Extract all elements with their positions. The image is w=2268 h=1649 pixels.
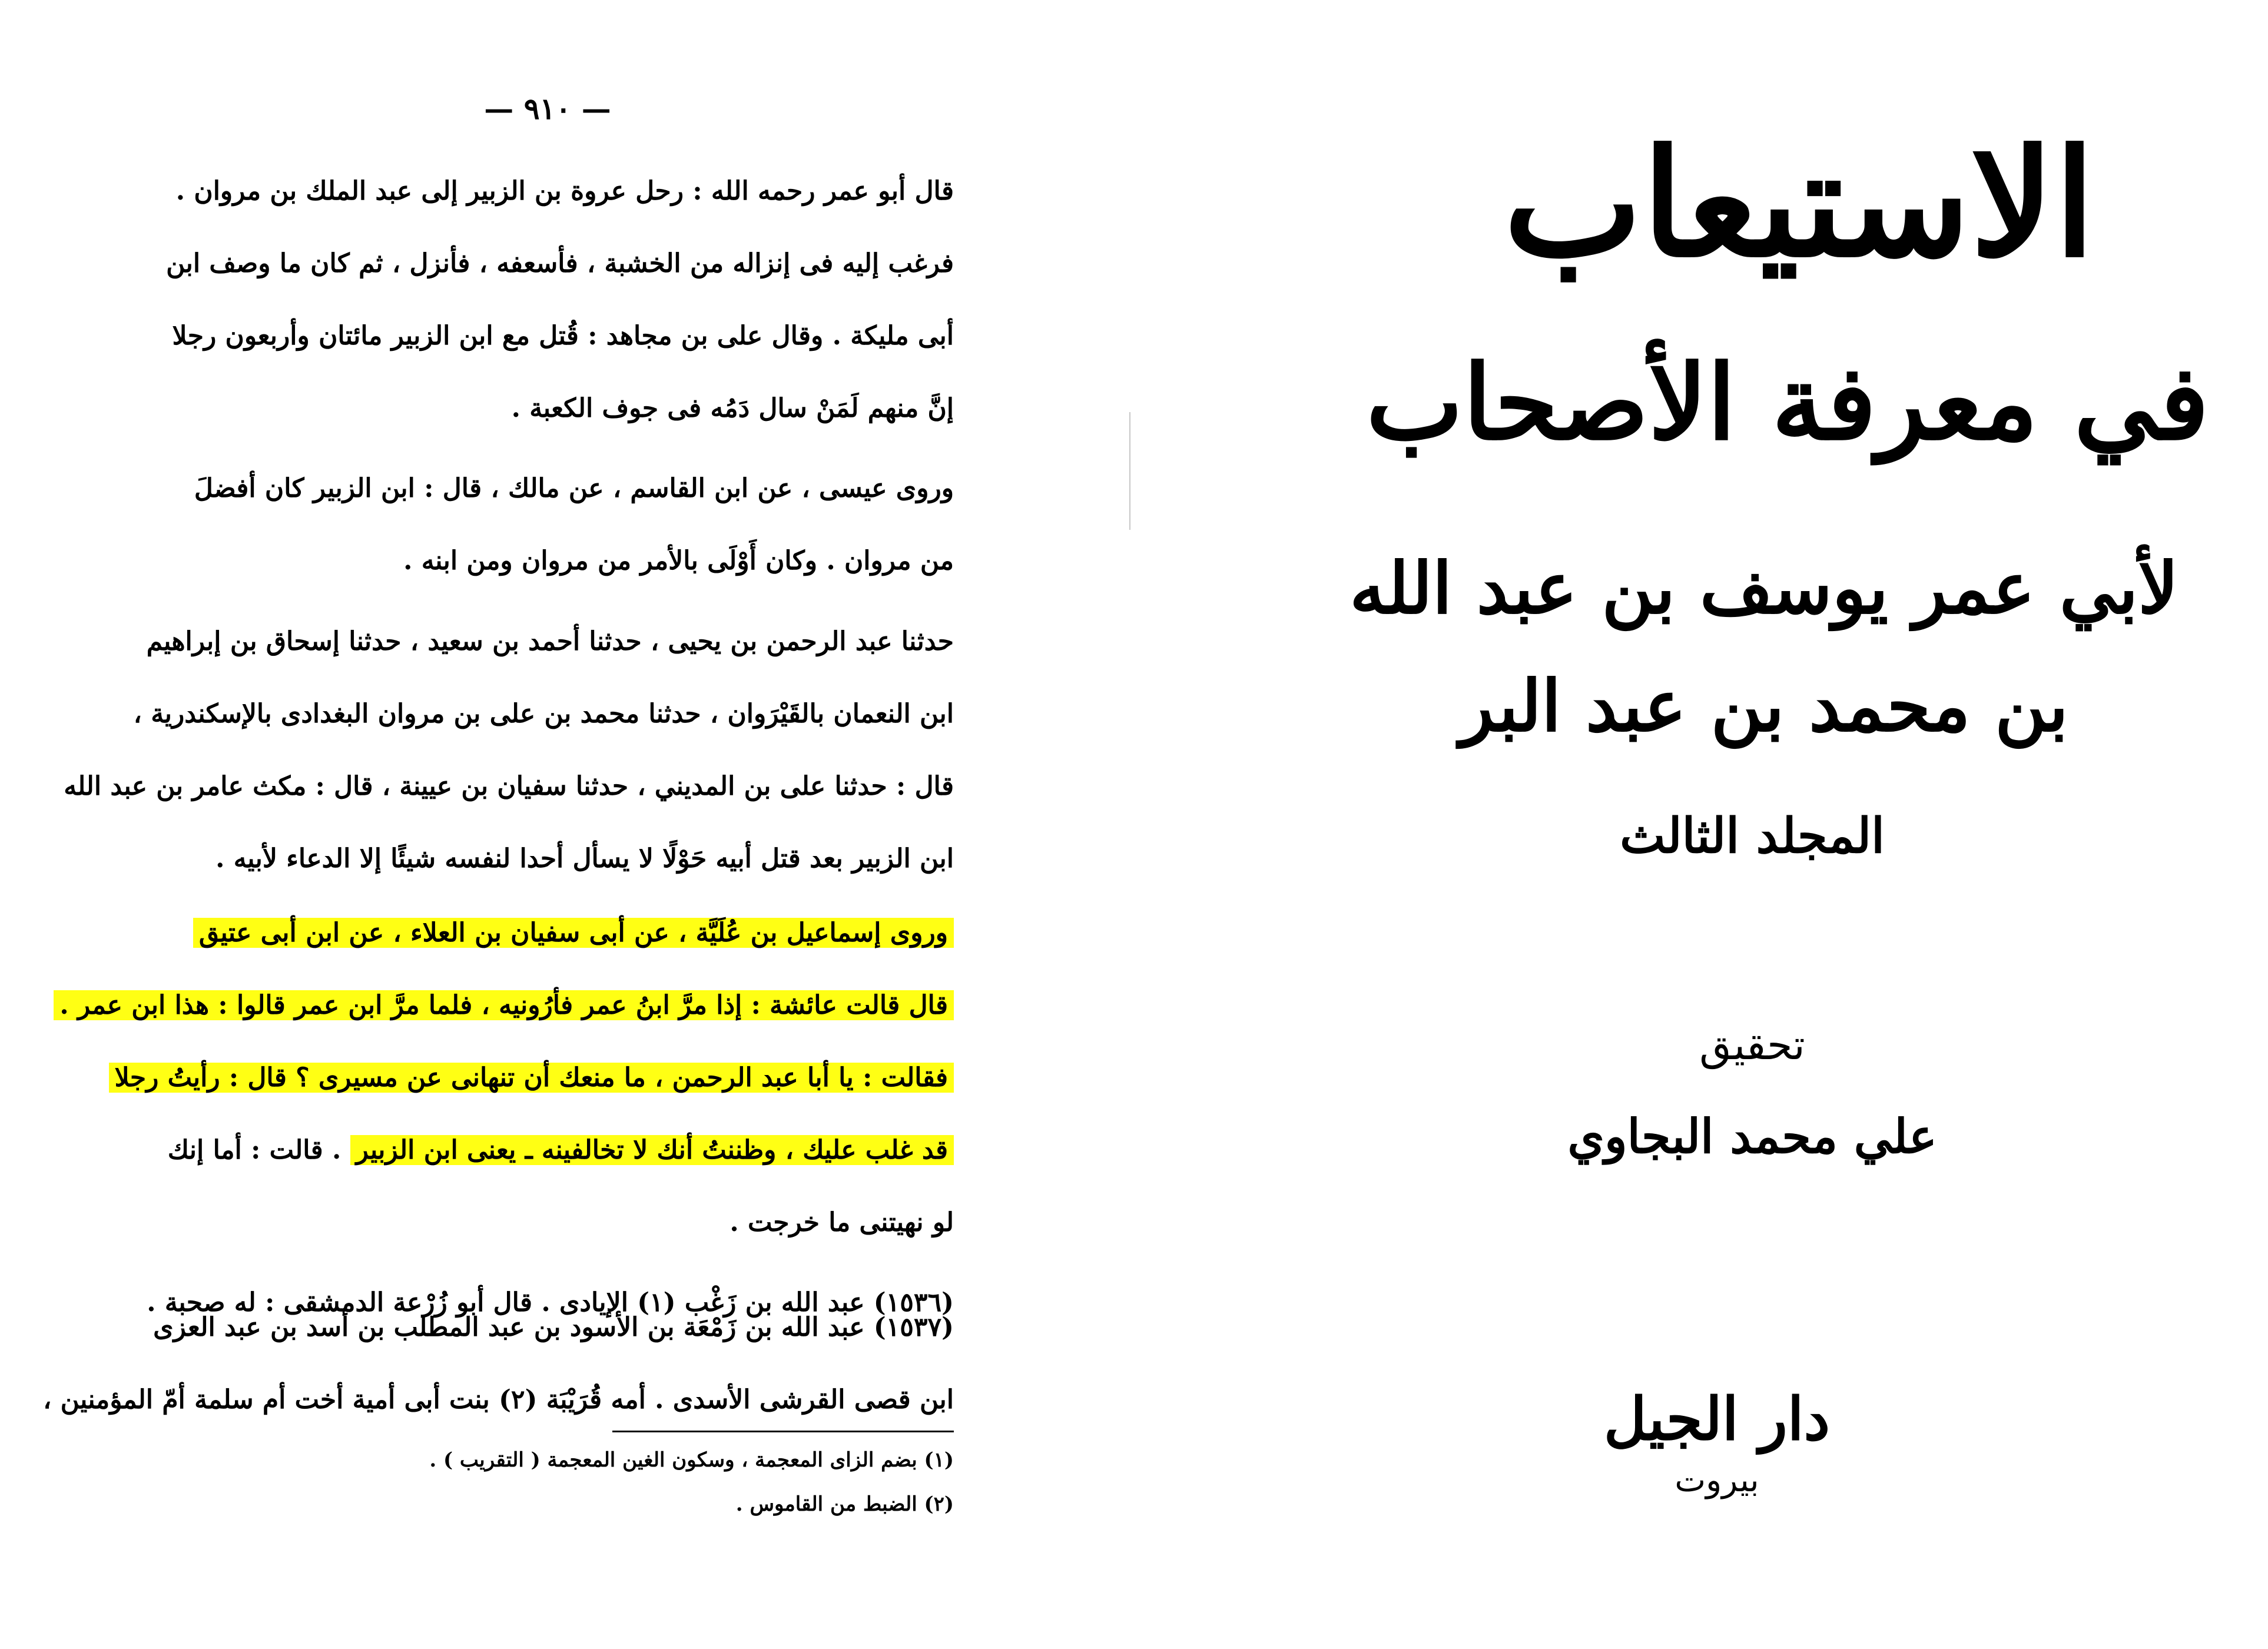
text-line: حدثنا عبد الرحمن بن يحيى ، حدثنا أحمد بن سعيد ، حدثنا إسحاق بن إبراهيم [146, 626, 954, 656]
text-line: أبى مليكة . وقال على بن مجاهد : قُتل مع ابن الزبير مائتان وأربعون رجلا [172, 321, 954, 351]
editor-name: علي محمد البجاوي [1567, 1109, 1937, 1164]
editor-label: تحقيق [1699, 1021, 1805, 1069]
text-line: لو نهيتنى ما خرجت . [730, 1207, 954, 1237]
right-page [1134, 0, 2268, 1649]
volume-label: المجلد الثالث [1620, 808, 1885, 864]
text-line: ابن الزبير بعد قتل أبيه حَوْلًا لا يسأل أحدا لنفسه شيئًا إلا الدعاء لأبيه . [215, 844, 954, 874]
footnote-divider [612, 1431, 954, 1432]
highlighted-line [165, 913, 954, 954]
text-line: قال : حدثنا على بن المديني ، حدثنا سفيان بن عيينة ، قال : مكث عامر بن عبد الله [64, 771, 954, 801]
highlight-span: قال قالت عائشة : إذا مرَّ ابنُ عمر فأرُونيه ، فلما مرَّ ابن عمر قالوا : هذا ابن عمر . [54, 990, 954, 1020]
author-name: لأبي عمر يوسف بن عبد الله بن محمد بن عبد البر [1349, 547, 2179, 748]
body-text [59, 171, 954, 1407]
highlighted-line [114, 1057, 954, 1099]
text-line: قال أبو عمر رحمه الله : رحل عروة بن الزبير إلى عبد الملك بن مروان . [175, 176, 954, 206]
book-title: الاستيعاب [1503, 117, 2095, 290]
highlight-span: فقالت : يا أبا عبد الرحمن ، ما منعك أن تنهانى عن مسيرى ؟ قال : رأيتُ رجلا [109, 1063, 954, 1093]
text-line: ابن قصى القرشى الأسدى . أمه قُرَيْبَة (٢) بنت أبى أمية أخت أم سلمة أمّ المؤمنين ، [43, 1385, 954, 1415]
footnote: (١) بضم الزاى المعجمة ، وسكون الغين المعجمة ( التقريب ) . [429, 1448, 954, 1472]
partially-highlighted-line [165, 1130, 954, 1171]
body-text-continued [43, 1278, 954, 1431]
text-line: من مروان . وكان أَوْلَى بالأمر من مروان ومن ابنه . [403, 546, 954, 576]
publisher-city: بيروت [1675, 1461, 1759, 1499]
text-line: وروى عيسى ، عن ابن القاسم ، عن مالك ، قال : ابن الزبير كان أفضلَ [194, 473, 954, 503]
entry-line: (١٥٣٦) عبد الله بن زَغْب (١) الإيادى . قال أبو زُرْعة الدمشقى : له صحبة . [147, 1288, 954, 1318]
book-subtitle: في معرفة الأصحاب [1366, 343, 2209, 463]
plain-span: . قالت : أما إنك [167, 1135, 341, 1165]
publisher-name: دار الجيل [1603, 1384, 1831, 1454]
text-line: إنَّ منهم لَمَنْ سال دَمُه فى جوف الكعبة . [511, 393, 954, 423]
text-line: ابن النعمان بالقَيْرَوان ، حدثنا محمد بن على بن مروان البغدادى بالإسكندرية ، [133, 699, 954, 729]
highlight-span: قد غلب عليك ، وظننتُ أنك لا تخالفينه ـ يعنى ابن الزبير [350, 1135, 954, 1165]
highlighted-line [59, 985, 954, 1026]
highlight-span: وروى إسماعيل بن عُلَيَّة ، عن أبى سفيان بن العلاء ، عن ابن أبى عتيق [193, 918, 954, 948]
footnote: (٢) الضبط من القاموس . [735, 1492, 954, 1516]
scan-edge-mark [1129, 412, 1130, 530]
entry-line: (١٥٣٧) عبد الله بن زَمْعَة بن الأسود بن عبد المطلب بن أسد بن عبد العزى [153, 1312, 954, 1342]
page-number: — ٩١٠ — [484, 91, 611, 126]
text-line: فرغب إليه فى إنزاله من الخشبة ، فأسعفه ، فأنزل ، ثم كان ما وصف ابن [166, 248, 954, 278]
